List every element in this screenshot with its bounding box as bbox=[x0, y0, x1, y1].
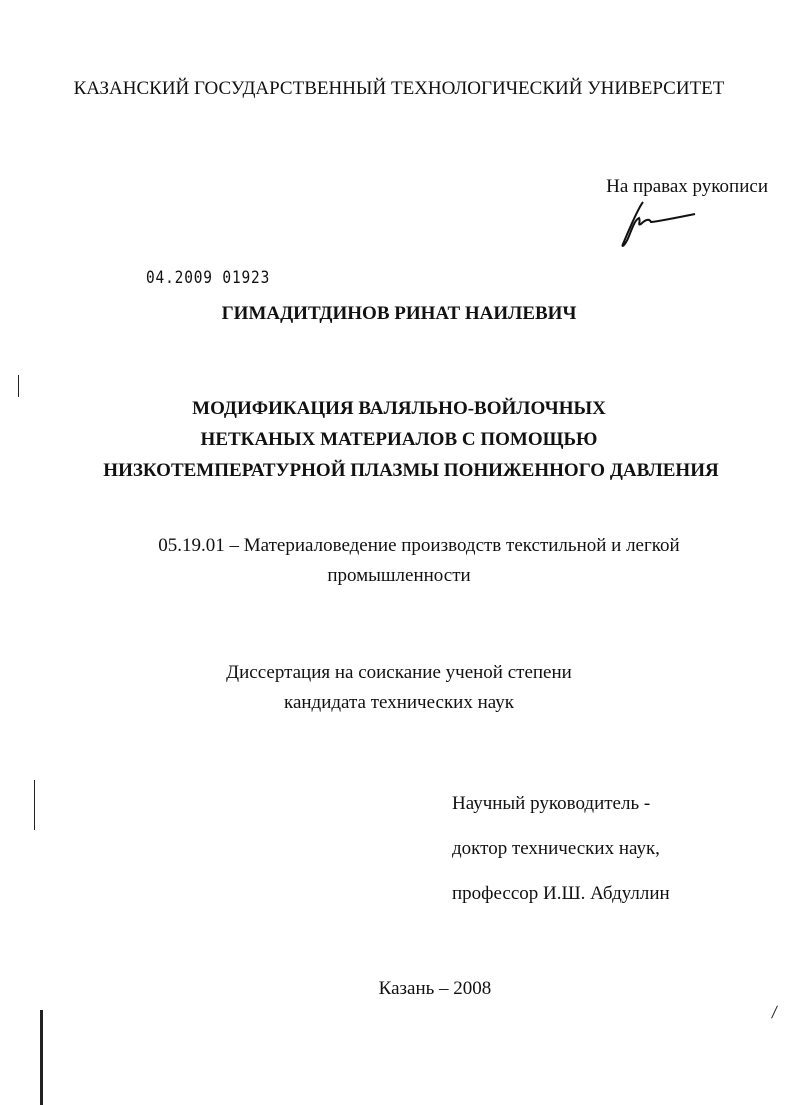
degree-line-1: Диссертация на соискание ученой степени bbox=[226, 662, 572, 683]
author-name: ГИМАДИТДИНОВ РИНАТ НАИЛЕВИЧ bbox=[221, 303, 577, 324]
place-year: Казань – 2008 bbox=[378, 978, 492, 999]
university-name: КАЗАНСКИЙ ГОСУДАРСТВЕННЫЙ ТЕХНОЛОГИЧЕСКИЙ УНИВЕРСИТЕТ bbox=[73, 78, 725, 99]
degree-line-2: кандидата технических наук bbox=[284, 692, 514, 713]
title-line-1: МОДИФИКАЦИЯ ВАЛЯЛЬНО-ВОЙЛОЧНЫХ bbox=[192, 398, 606, 419]
scan-artifact bbox=[34, 780, 35, 830]
specialty-line-1: 05.19.01 – Материаловедение производств текстильной и легкой bbox=[158, 535, 680, 556]
title-line-3: НИЗКОТЕМПЕРАТУРНОЙ ПЛАЗМЫ ПОНИЖЕННОГО ДАВЛЕНИЯ bbox=[103, 460, 719, 481]
scan-artifact bbox=[771, 1005, 778, 1018]
signature-icon bbox=[615, 200, 705, 250]
manuscript-rights-note: На правах рукописи bbox=[606, 176, 768, 197]
registration-number: 04.2009 01923 bbox=[146, 268, 271, 288]
supervisor-line-2: доктор технических наук, bbox=[452, 838, 660, 859]
supervisor-line-3: профессор И.Ш. Абдуллин bbox=[452, 883, 670, 904]
specialty-line-2: промышленности bbox=[327, 565, 471, 586]
supervisor-line-1: Научный руководитель - bbox=[452, 793, 651, 814]
title-line-2: НЕТКАНЫХ МАТЕРИАЛОВ С ПОМОЩЬЮ bbox=[200, 429, 598, 450]
scan-artifact bbox=[18, 375, 19, 397]
scan-artifact bbox=[40, 1010, 43, 1105]
